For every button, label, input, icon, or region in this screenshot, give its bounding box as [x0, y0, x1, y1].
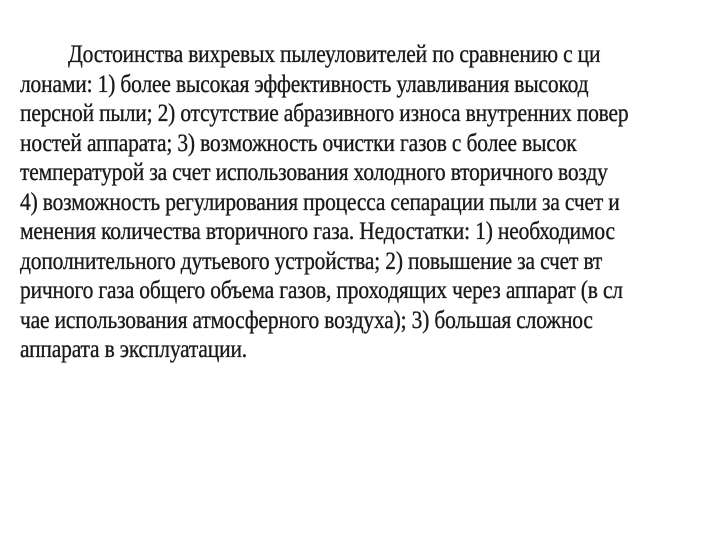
- body-paragraph: [20, 40, 720, 365]
- paragraph-line: чае использования атмосферного воздуха); 3) большая сложнос: [20, 306, 593, 334]
- paragraph-line: температурой за счет использования холодного вторичного возду: [20, 159, 608, 186]
- paragraph-line: аппарата в эксплуатации.: [20, 336, 247, 363]
- paragraph-line: ностей аппарата; 3) возможность очистки газов с более высок: [20, 129, 577, 157]
- paragraph-line: дополнительного дутьевого устройства; 2) повышение за счет вт: [20, 247, 603, 275]
- paragraph-line: лонами: 1) более высокая эффективность улавливания высокод: [20, 70, 589, 98]
- paragraph-line: Достоинства вихревых пылеуловителей по сравнению с ци: [68, 41, 601, 68]
- paragraph-line: 4) возможность регулирования процесса сепарации пыли за счет и: [20, 188, 620, 216]
- paragraph-line: персной пыли; 2) отсутствие абразивного износа внутренних повер: [20, 100, 629, 127]
- paragraph-line: ричного газа общего объема газов, проходящих через аппарат (в сл: [20, 277, 623, 304]
- paragraph-line: менения количества вторичного газа. Недостатки: 1) необходимос: [20, 218, 615, 245]
